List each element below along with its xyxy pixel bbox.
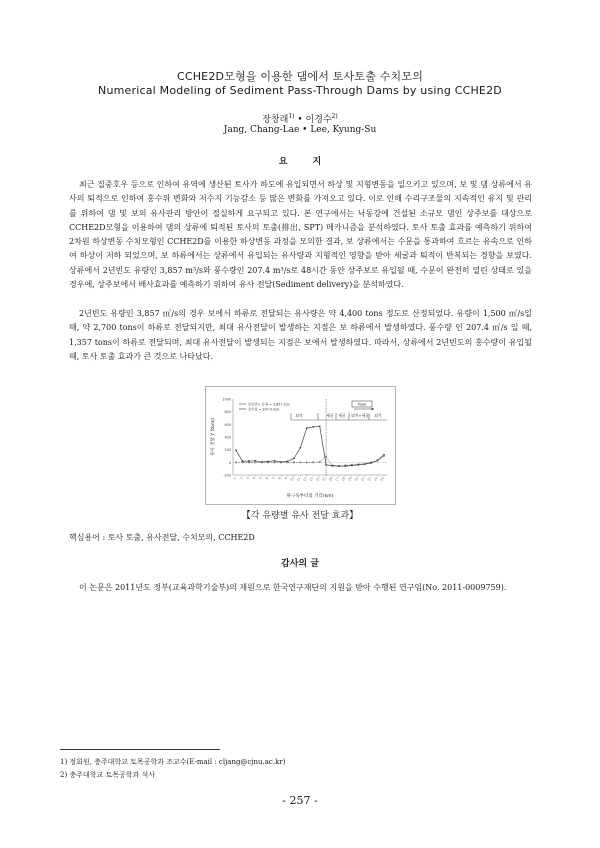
x-tick-label: 23 bbox=[373, 476, 379, 482]
x-tick-label: 19 bbox=[347, 476, 353, 482]
x-tick-label: 12 bbox=[302, 476, 308, 482]
keywords: 핵심용어 : 토사 토출, 유사전달, 수치모의, CCHE2D bbox=[69, 533, 255, 542]
abstract-paragraph-2 bbox=[69, 307, 532, 364]
zone-label: 세굴 bbox=[338, 413, 346, 418]
x-tick-label: 16 bbox=[328, 476, 334, 482]
zone-label: 퇴적 bbox=[374, 413, 382, 418]
x-tick-label: 1 bbox=[232, 476, 237, 481]
figure-caption: 【각 유량별 유사 전달 효과】 bbox=[241, 511, 359, 521]
x-tick-label: 20 bbox=[353, 476, 360, 482]
x-tick-label: 24 bbox=[379, 476, 385, 482]
x-tick-label: 6 bbox=[264, 476, 270, 481]
page-number: - 257 - bbox=[282, 794, 318, 807]
x-tick-label: 8 bbox=[277, 476, 282, 481]
data-point bbox=[235, 449, 237, 451]
x-tick-label: 14 bbox=[315, 476, 321, 482]
acknowledgement-text: 이 논문은 2011년도 정부(교육과학기술부)의 재원으로 한국연구재단의 지원을 받아 수행된 연구임(No. 2011-0009759). bbox=[79, 583, 507, 592]
series-line bbox=[236, 426, 384, 466]
x-tick-label: 13 bbox=[308, 476, 315, 482]
abstract-heading: 요 지 bbox=[278, 157, 322, 167]
zone-label: 세굴 bbox=[326, 413, 334, 418]
x-tick-label: 21 bbox=[360, 476, 366, 482]
x-axis-label: 하구둑부터의 거리(km) bbox=[286, 494, 334, 499]
x-tick-label: 3 bbox=[245, 476, 250, 481]
data-point bbox=[306, 427, 308, 429]
footnote-divider bbox=[60, 749, 220, 750]
data-point bbox=[254, 460, 256, 462]
author-1-name: 장창래 bbox=[262, 115, 289, 125]
x-tick-label: 15 bbox=[321, 476, 327, 482]
author-2-footnote-mark: 2) bbox=[331, 113, 338, 120]
abstract-text-2: 2년빈도 유량인 3,857 ㎥/s의 경우 보에서 하류로 전달되는 유사량은 약 4,400 tons 정도로 산정되었다. 유량이 1,500 ㎥/s일 때, 약 2,700 tons이 하류로 전달되지만, 최대 유사전달이 발생하는 지점은 보 하류에서 발생하였다. 풍수량 인 207.4 ㎥/s 일 때, 1,357 tons이 하류로 전달되며, 최대 유사전달이 발생되는 지점은 보에서 발생하였다. 따라서, 상류에서 2년빈도의 홍수량이 유입될 때, 토사 토출 효과가 큰 것으로 나타났다. bbox=[69, 309, 532, 361]
authors-english: Jang, Chang-Lae • Lee, Kyung-Su bbox=[223, 125, 377, 135]
y-tick-label: 200 bbox=[224, 448, 231, 453]
data-point bbox=[325, 464, 327, 466]
y-tick-label: 800 bbox=[224, 410, 231, 415]
x-tick-label: 5 bbox=[258, 476, 263, 481]
data-point bbox=[312, 426, 314, 428]
data-point bbox=[319, 425, 321, 427]
footnote-1: 1) 정회원, 충주대학교 토목공학과 조교수(E-mail : cljang@cjnu.ac.kr) bbox=[60, 758, 286, 766]
x-tick-label: 17 bbox=[334, 476, 340, 482]
legend-entry: 풍수량 = 207.4 ㎥/s bbox=[248, 407, 280, 412]
y-tick-label: 1000 bbox=[222, 397, 231, 402]
x-tick-label: 9 bbox=[283, 476, 289, 481]
x-tick-label: 10 bbox=[289, 476, 295, 482]
paper-title-english: Numerical Modeling of Sediment Pass-Through Dams by using CCHE2D bbox=[98, 84, 502, 97]
flow-label: flow bbox=[358, 401, 366, 407]
x-tick-label: 7 bbox=[271, 476, 276, 481]
abstract-paragraph-1 bbox=[69, 178, 532, 292]
author-2-name: 이경수 bbox=[305, 115, 332, 125]
author-separator: • bbox=[294, 115, 306, 125]
x-tick-label: 4 bbox=[251, 476, 257, 481]
flow-arrow-head bbox=[372, 408, 375, 410]
x-tick-label: 18 bbox=[340, 476, 347, 482]
y-tick-label: 600 bbox=[224, 422, 231, 427]
y-tick-label: 400 bbox=[224, 435, 231, 440]
author-1-footnote-mark: 1) bbox=[288, 113, 295, 120]
x-tick-label: 2 bbox=[238, 476, 244, 481]
x-tick-label: 11 bbox=[295, 476, 302, 482]
x-tick-label: 22 bbox=[366, 476, 372, 482]
zone-label: 퇴적 bbox=[295, 413, 303, 418]
acknowledgement-heading: 감사의 글 bbox=[281, 559, 319, 569]
abstract-text-1: 최근 집중호우 등으로 인하여 유역에 생산된 토사가 하도에 유입되면서 하상 및 지형변동을 일으키고 있으며, 보 및 댐 상류에서 유사의 퇴적으로 인하여 홍수위 변화와 저수지 기능감소 등 많은 변화를 가져오고 있다. 이로 인해 수리구조물의 지속적인 유지 및 관리를 위하여 댐 및 보의 유사관리 방안이 절실하게 요구되고 있다. 본 연구에서는 낙동강에 건설된 소규모 댐인 상주보를 대상으로 CCHE2D모형을 이용하여 댐의 상류에 퇴적된 토사의 토출(排出, SPT) 메카니즘을 분석하였다. 토사 토출 효과를 예측하기 위하여 2차원 하상변동 수치모형인 CCHE2D를 이용한 하상변동 과정을 모의한 결과, 보 상류에서는 수문을 통과하여 흐르는 유속으로 인하여 하상이 저하 되었으며, 보 하류에서는 상류에서 유입되는 유사량과 지형적인 영향을 받아 세굴과 퇴적이 반복되는 경향을 보였다. 상류에서 2년빈도 유량인 3,857 m³/s와 풍수량인 207.4 m³/s로 48시간 동안 상주보로 유입될 때, 수문이 완전히 열린 상태로 있을 경우에, 상주보에서 배사효과를 예측하기 위하여 유사 전달(Sediment delivery)을 분석하였다. bbox=[69, 180, 532, 290]
y-axis-label: 유사 전달 Y (tons) bbox=[211, 418, 216, 456]
footnote-2: 2) 충주대학교 토목공학과 석사 bbox=[60, 771, 156, 779]
y-tick-label: 0 bbox=[228, 460, 231, 465]
data-point bbox=[299, 447, 301, 449]
paper-title-korean: CCHE2D모형을 이용한 댐에서 토사토출 수치모의 bbox=[176, 70, 424, 83]
data-point bbox=[274, 460, 276, 462]
authors-korean bbox=[0, 112, 600, 125]
sediment-delivery-figure bbox=[205, 386, 396, 505]
y-tick-label: -200 bbox=[223, 473, 231, 478]
sediment-delivery-chart bbox=[206, 387, 395, 504]
legend-entry: 본년빈도 유량 = 3,857 ㎥/s bbox=[248, 402, 290, 407]
data-point bbox=[293, 458, 295, 460]
zone-label: 퇴적+세굴 bbox=[351, 413, 369, 418]
